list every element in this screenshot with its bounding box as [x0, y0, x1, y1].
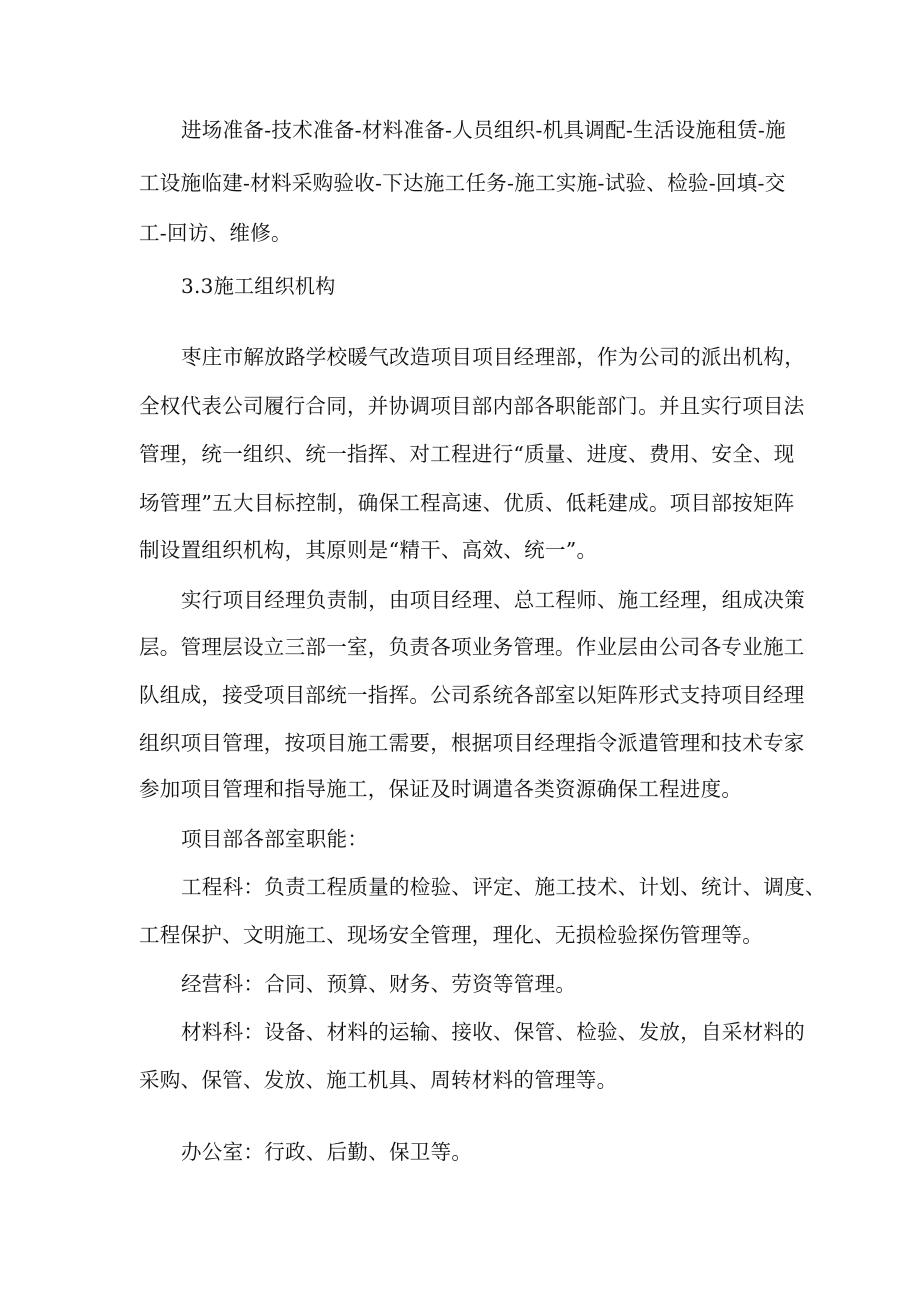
text-line: 参加项目管理和指导施工，保证及时调遣各类资源确保工程进度。: [139, 777, 743, 801]
text-line: 材料科：设备、材料的运输、接收、保管、检验、发放，自采材料的: [181, 1020, 805, 1044]
text-line: 场管理”五大目标控制，确保工程高速、优质、低耗建成。项目部按矩阵: [139, 491, 795, 515]
text-line: 工设施临建-材料采购验收-下达施工任务-施工实施-试验、检验-回填-交: [139, 171, 786, 195]
text-line: 工-回访、维修。: [139, 221, 292, 245]
departments-title: 项目部各部室职能：: [181, 827, 369, 851]
text-line: 工程保护、文明施工、现场安全管理，理化、无损检验探伤管理等。: [139, 923, 763, 947]
text-line: 采购、保管、发放、施工机具、周转材料的管理等。: [139, 1068, 618, 1092]
text-line: 全权代表公司履行合同，并协调项目部内部各职能部门。并且实行项目法: [139, 394, 805, 418]
text-line: 层。管理层设立三部一室，负责各项业务管理。作业层由公司各专业施工: [139, 635, 805, 659]
text-line: 队组成，接受项目部统一指挥。公司系统各部室以矩阵形式支持项目经理: [139, 683, 805, 707]
text-line: 枣庄市解放路学校暖气改造项目项目经理部，作为公司的派出机构，: [181, 345, 805, 369]
text-line: 组织项目管理，按项目施工需要，根据项目经理指令派遣管理和技术专家: [139, 731, 805, 755]
business-dept-paragraph: 经营科：合同、预算、财务、劳资等管理。: [181, 972, 577, 996]
office-dept-paragraph: 办公室：行政、后勤、保卫等。: [181, 1140, 473, 1164]
section-heading: 3.3施工组织机构: [181, 274, 336, 298]
text-line: 实行项目经理负责制，由项目经理、总工程师、施工经理，组成决策: [181, 588, 805, 612]
text-line: 进场准备-技术准备-材料准备-人员组织-机具调配-生活设施租赁-施: [181, 118, 786, 142]
text-line: 制设置组织机构，其原则是“精干、高效、统一”。: [139, 538, 598, 562]
text-line: 工程科：负责工程质量的检验、评定、施工技术、计划、统计、调度、: [181, 875, 826, 899]
text-line: 管理，统一组织、统一指挥、对工程进行“质量、进度、费用、安全、现: [139, 442, 795, 466]
